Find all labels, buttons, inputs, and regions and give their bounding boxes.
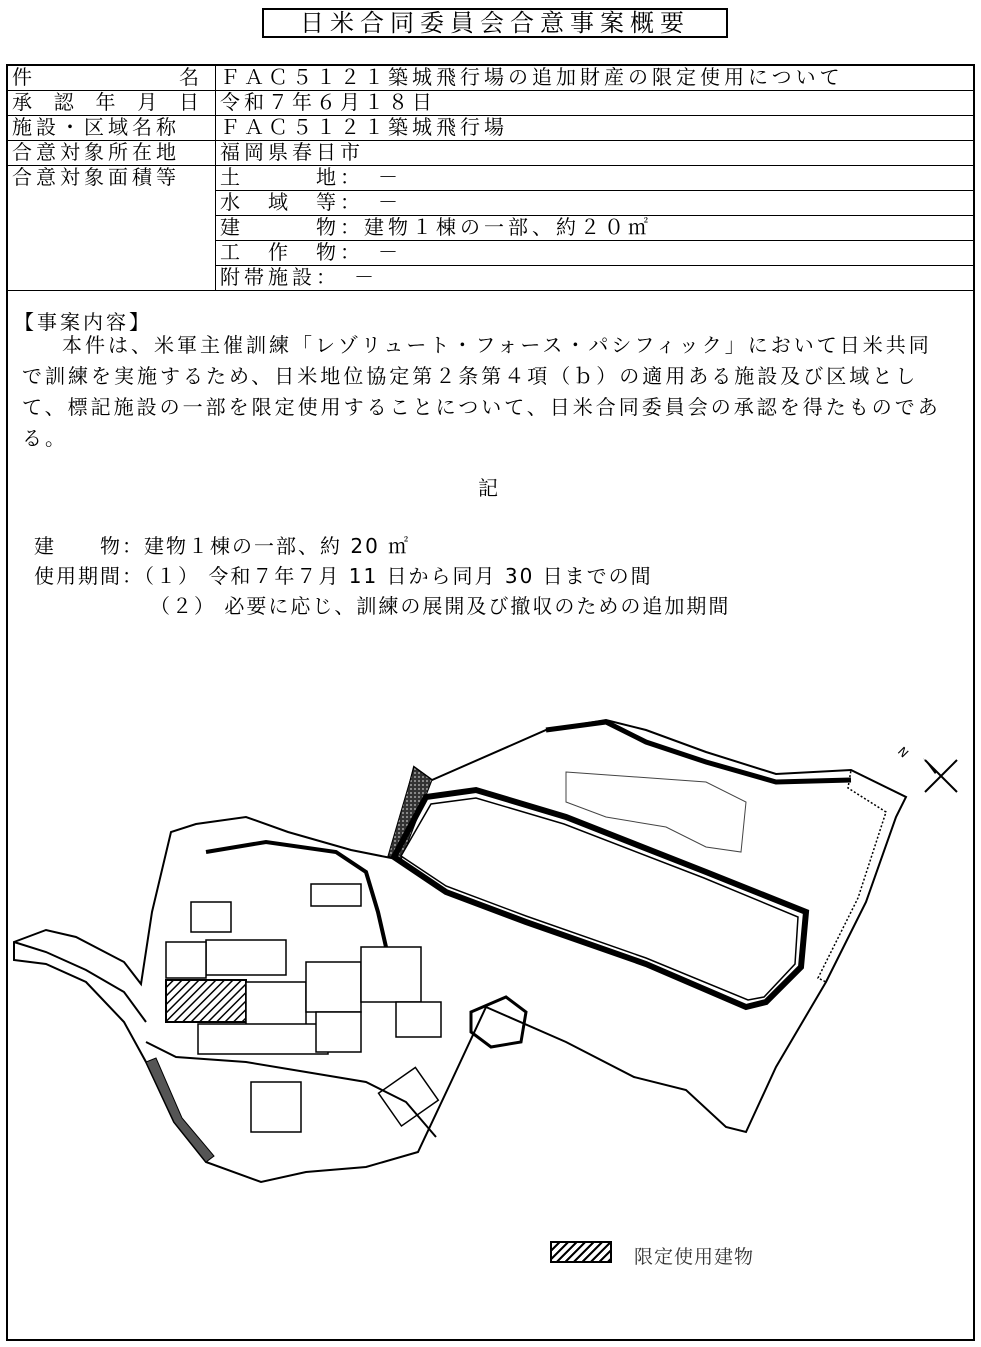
area-label: 合意対象面積等 xyxy=(8,166,216,291)
period-label: 使用期間： xyxy=(34,564,144,588)
ki-heading: 記 xyxy=(478,476,498,500)
period-value-1: （１） 令和７年７月 11 日から同月 30 日までの間 xyxy=(144,564,653,588)
slope-edge xyxy=(818,770,906,982)
building-value: 建物１棟の一部、約 20 ㎡ xyxy=(144,534,411,558)
row-area-land xyxy=(8,166,973,191)
area-ancillary: 附帯施設： － xyxy=(216,266,974,291)
date-label: 承 認 年 月 日 xyxy=(8,91,216,116)
north-arrow-icon xyxy=(895,744,957,792)
location-label: 合意対象所在地 xyxy=(8,141,216,166)
info-table xyxy=(8,66,973,291)
row-date xyxy=(8,91,973,116)
facility-value: ＦＡＣ５１２１築城飛行場 xyxy=(216,116,974,141)
period-line-2: （２） 必要に応じ、訓練の展開及び撤収のための追加期間 xyxy=(150,594,731,618)
building xyxy=(316,1012,361,1052)
building xyxy=(379,1067,439,1126)
area-structure: 工 作 物： － xyxy=(216,241,974,266)
date-value: 令和７年６月１８日 xyxy=(216,91,974,116)
building xyxy=(198,1024,328,1054)
building xyxy=(396,1002,441,1037)
building-line xyxy=(34,530,410,559)
building xyxy=(191,902,231,932)
inner-road xyxy=(14,942,146,1022)
building xyxy=(311,884,361,906)
document-title: 日米合同委員会合意事案概要 xyxy=(262,8,728,38)
building xyxy=(251,1082,301,1132)
slope-edge xyxy=(146,1058,214,1162)
area-building: 建 物：建物１棟の一部、約２０㎡ xyxy=(216,216,974,241)
subject-value: ＦＡＣ５１２１築城飛行場の追加財産の限定使用について xyxy=(216,66,974,91)
content-paragraph: 本件は、米軍主催訓練「レゾリュート・フォース・パシフィック」において日米共同で訓練を実施するため、日米地位協定第２条第４項（ｂ）の適用ある施設及び区域として、標記施設の一部を限定使用することについて、日米合同委員会の承認を得たものである。 xyxy=(22,333,941,450)
building xyxy=(306,962,361,1012)
period-line-1 xyxy=(34,560,653,589)
svg-text:N: N xyxy=(894,744,912,761)
building xyxy=(361,947,421,1002)
site-map xyxy=(6,612,966,1222)
restricted-building xyxy=(166,980,246,1022)
row-location xyxy=(8,141,973,166)
subject-label: 件 名 xyxy=(8,66,216,91)
building-label: 建 物： xyxy=(34,534,144,558)
row-subject xyxy=(8,66,973,91)
building xyxy=(166,942,206,978)
row-facility xyxy=(8,116,973,141)
facility-label: 施設・区域名称 xyxy=(8,116,216,141)
location-value: 福岡県春日市 xyxy=(216,141,974,166)
legend-label: 限定使用建物 xyxy=(634,1246,755,1268)
content-label: 【事案内容】 xyxy=(14,310,152,334)
area-land: 土 地： － xyxy=(216,166,974,191)
legend-hatch-swatch xyxy=(550,1241,612,1263)
area-water: 水 域 等： － xyxy=(216,191,974,216)
building xyxy=(206,940,286,975)
